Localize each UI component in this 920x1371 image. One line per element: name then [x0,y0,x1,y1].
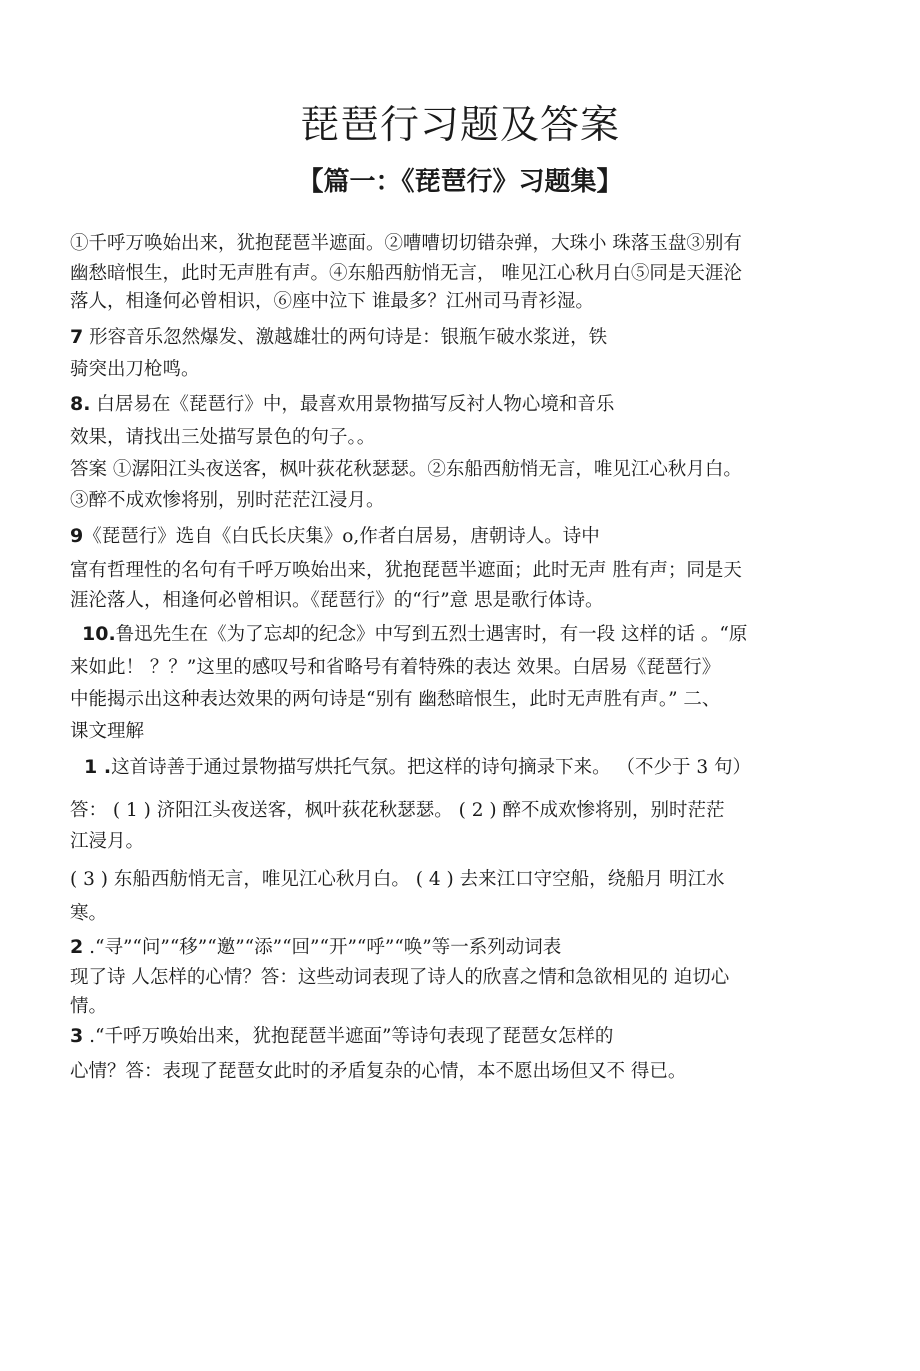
item-number: 1 . [84,756,112,778]
line-text: 《琵琶行》选自《白氏长庆集》o,作者白居易，唐朝诗人。诗中 [83,526,600,547]
section-subtitle: 【篇一：《琵琶行》习题集】 [297,167,623,197]
item-number: 2 [70,936,84,958]
text-line [70,826,144,857]
line-text: 白居易在《琵琶行》中，最喜欢用景物描写反衬人物心境和音乐 [90,394,615,415]
item-number: 9 [70,525,84,547]
line-text: 形容音乐忽然爆发、激越雄壮的两句诗是：银瓶乍破水浆迸，铁 [83,327,608,348]
text-line [70,286,594,317]
text-line [70,1021,613,1052]
line-text: 答： ( 1 ) 济阳江头夜送客，枫叶荻花秋瑟瑟。 ( 2 ) 醉不成欢惨将别，别时茫茫 [70,800,725,821]
line-text: 来如此！ ？？”这里的感叹号和省略号有着特殊的表达 效果。白居易《琵琶行》 [70,657,721,678]
line-text: 效果，请找出三处描写景色的句子。。 [70,427,376,448]
line-text: ③醉不成欢惨将别，别时茫茫江浸月。 [70,490,385,511]
item-number: 7 [70,326,84,348]
line-text: 中能揭示出这种表达效果的两句诗是“别有 幽愁暗恨生，此时无声胜有声。” 二、 [70,689,721,710]
line-text: 答案 ①潺阳江头夜送客，枫叶荻花秋瑟瑟。②东船西舫悄无言，唯见江心秋月白。 [70,459,742,480]
line-text: 骑突出刀枪鸣。 [70,359,200,380]
text-line [84,752,751,783]
text-line [70,991,107,1022]
text-line [70,485,385,516]
line-text: 幽愁暗恨生，此时无声胜有声。④东船西舫悄无言， 唯见江心秋月白⑤同是天涯沦 [70,263,742,284]
text-line [82,619,747,650]
document-title: 琵琶行习题及答案 [299,103,620,148]
line-text: ( 3 ) 东船西舫悄无言，唯见江心秋月白。 ( 4 ) 去来江口守空船，绕船月 明江水 [70,869,725,890]
line-text: 涯沦落人，相逢何必曾相识。《琵琶行》的“行”意 思是歌行体诗。 [70,590,604,611]
item-number: 8. [70,393,91,415]
line-text: 鲁迅先生在《为了忘却的纪念》中写到五烈士遇害时，有一段 这样的话 。“原 [115,624,748,645]
line-text: .“千呼万唤始出来，犹抱琵琶半遮面”等诗句表现了琵琶女怎样的 [83,1026,614,1047]
text-line [70,684,720,715]
line-text: 这首诗善于通过景物描写烘托气氛。把这样的诗句摘录下来。 （不少于 3 句） [111,757,751,778]
line-text: 心情？答：表现了琵琶女此时的矛盾复杂的心情，本不愿出场但又不 得已。 [70,1061,687,1082]
text-line [70,585,604,616]
line-text: 江浸月。 [70,831,145,852]
line-text: 落人，相逢何必曾相识，⑥座中泣下 谁最多？江州司马青衫湿。 [70,291,594,312]
text-line [70,652,720,683]
text-line [70,555,742,586]
line-text: .“寻”“问”“移”“邀”“添”“回”“开”“呼”“唤”等一系列动词表 [83,937,562,958]
text-line [70,795,724,826]
text-line [70,962,729,993]
item-number: 10. [82,623,116,645]
line-text: ①千呼万唤始出来，犹抱琵琶半遮面。②嘈嘈切切错杂弹，大珠小 珠落玉盘③别有 [70,233,742,254]
item-number: 3 [70,1025,84,1047]
line-text: 富有哲理性的名句有千呼万唤始出来，犹抱琵琶半遮面；此时无声 胜有声；同是天 [70,560,742,581]
text-line [70,258,742,289]
line-text: 课文理解 [70,721,145,742]
line-text: 情。 [70,996,108,1017]
text-line [70,389,614,420]
text-line [70,932,561,963]
text-line [70,864,724,895]
text-line [70,354,200,385]
line-text: 寒。 [70,903,108,924]
text-line [70,898,107,929]
line-text: 现了诗 人怎样的心情？答：这些动词表现了诗人的欣喜之情和急欲相见的 迫切心 [70,967,730,988]
text-line [70,716,144,747]
text-line [70,454,742,485]
text-line [70,228,742,259]
text-line [70,422,375,453]
text-line [70,322,607,353]
text-line [70,1056,686,1087]
text-line [70,521,600,552]
